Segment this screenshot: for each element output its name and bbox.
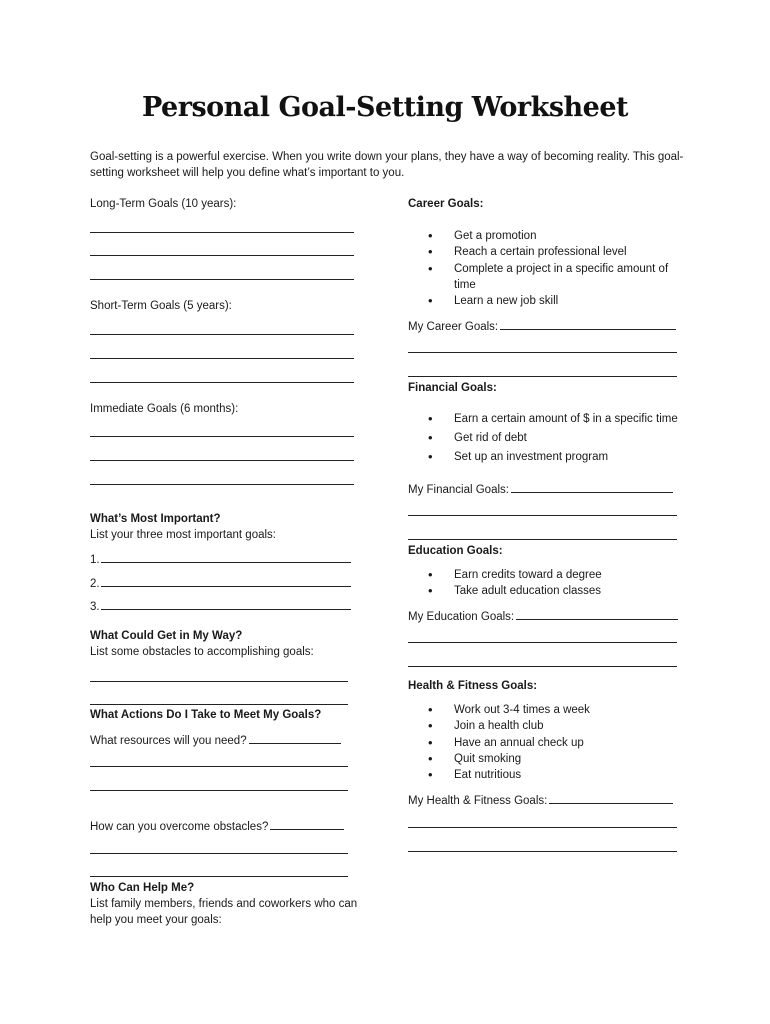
list-item: • Have an annual check up xyxy=(408,735,698,751)
obstacles-line-2[interactable] xyxy=(90,704,348,705)
important-goal-2[interactable] xyxy=(90,574,351,592)
overcome-line-2[interactable] xyxy=(90,876,348,877)
list-item: • Reach a certain professional level xyxy=(408,244,698,260)
my-career-goals-blank[interactable] xyxy=(500,317,676,330)
education-line-1[interactable] xyxy=(408,642,677,643)
financial-line-2[interactable] xyxy=(408,539,677,540)
financial-goals-heading: Financial Goals: xyxy=(408,382,497,394)
health-line-2[interactable] xyxy=(408,851,677,852)
health-line-1[interactable] xyxy=(408,827,677,828)
list-item: • Quit smoking xyxy=(408,751,698,767)
list-item: • Take adult education classes xyxy=(408,583,698,599)
education-line-2[interactable] xyxy=(408,666,677,667)
immediate-goals-label: Immediate Goals (6 months): xyxy=(90,403,239,415)
important-goal-1[interactable] xyxy=(90,550,351,568)
obstacles-subtext: List some obstacles to accomplishing goals: xyxy=(90,646,314,658)
overcome-blank[interactable] xyxy=(270,817,344,830)
long-term-goals-line-1[interactable] xyxy=(90,232,354,233)
immediate-goals-line-1[interactable] xyxy=(90,436,354,437)
career-goals-heading: Career Goals: xyxy=(408,198,484,210)
obstacles-heading: What Could Get in My Way? xyxy=(90,630,243,642)
list-item: • Get a promotion xyxy=(408,228,698,244)
help-subtext-line-2: help you meet your goals: xyxy=(90,914,222,926)
my-financial-goals-label: My Financial Goals: xyxy=(408,484,509,496)
list-item: • Earn a certain amount of $ in a specific time xyxy=(408,411,708,427)
list-item: • Eat nutritious xyxy=(408,767,698,783)
resources-blank[interactable] xyxy=(249,731,341,744)
financial-goals-list xyxy=(408,411,708,465)
resources-question-label: What resources will you need? xyxy=(90,735,247,747)
long-term-goals-line-3[interactable] xyxy=(90,279,354,280)
most-important-subtext: List your three most important goals: xyxy=(90,529,276,541)
goal-number-3: 3. xyxy=(90,601,100,613)
career-line-1[interactable] xyxy=(408,352,677,353)
intro-paragraph: Goal-setting is a powerful exercise. When you write down your plans, they have a way of becoming reality. This goal-setting worksheet will help you define what’s important to you. xyxy=(90,151,684,179)
list-item: • Join a health club xyxy=(408,718,698,734)
help-heading: Who Can Help Me? xyxy=(90,882,195,894)
important-goal-3-line[interactable] xyxy=(101,597,351,610)
immediate-goals-line-2[interactable] xyxy=(90,460,354,461)
health-goals-heading: Health & Fitness Goals: xyxy=(408,680,538,692)
my-health-goals-label: My Health & Fitness Goals: xyxy=(408,795,548,807)
my-career-goals[interactable] xyxy=(408,317,676,335)
list-item: • Set up an investment program xyxy=(408,449,708,465)
resources-line-1[interactable] xyxy=(90,766,348,767)
my-health-goals-blank[interactable] xyxy=(549,791,673,804)
long-term-goals-label: Long-Term Goals (10 years): xyxy=(90,198,237,210)
goal-number-1: 1. xyxy=(90,554,100,566)
most-important-heading: What’s Most Important? xyxy=(90,513,221,525)
career-goals-list xyxy=(408,228,698,277)
short-term-goals-line-1[interactable] xyxy=(90,334,354,335)
short-term-goals-line-2[interactable] xyxy=(90,358,354,359)
goal-number-2: 2. xyxy=(90,578,100,590)
page-title: Personal Goal-Setting Worksheet xyxy=(141,92,628,123)
education-goals-heading: Education Goals: xyxy=(408,545,503,557)
short-term-goals-label: Short-Term Goals (5 years): xyxy=(90,300,232,312)
list-item: • Learn a new job skill xyxy=(408,293,698,309)
help-subtext-line-1: List family members, friends and coworkers who can xyxy=(90,898,358,910)
list-item: • Get rid of debt xyxy=(408,430,708,446)
important-goal-1-line[interactable] xyxy=(101,550,351,563)
important-goal-2-line[interactable] xyxy=(101,574,351,587)
my-education-goals-blank[interactable] xyxy=(516,607,678,620)
career-bullet-continuation: time xyxy=(454,279,476,291)
my-career-goals-label: My Career Goals: xyxy=(408,321,499,333)
overcome-question-label: How can you overcome obstacles? xyxy=(90,821,269,833)
my-financial-goals-blank[interactable] xyxy=(511,480,673,493)
immediate-goals-line-3[interactable] xyxy=(90,484,354,485)
actions-heading: What Actions Do I Take to Meet My Goals? xyxy=(90,709,322,721)
obstacles-line-1[interactable] xyxy=(90,681,348,682)
my-education-goals-label: My Education Goals: xyxy=(408,611,515,623)
financial-line-1[interactable] xyxy=(408,515,677,516)
my-health-goals[interactable] xyxy=(408,791,673,809)
list-item: • Complete a project in a specific amount of xyxy=(408,261,698,277)
my-education-goals[interactable] xyxy=(408,607,678,625)
list-item: • Work out 3-4 times a week xyxy=(408,702,698,718)
career-goals-list-2 xyxy=(408,293,698,309)
education-goals-list xyxy=(408,567,698,600)
overcome-question[interactable] xyxy=(90,817,344,835)
long-term-goals-line-2[interactable] xyxy=(90,255,354,256)
career-line-2[interactable] xyxy=(408,376,677,377)
list-item: • Earn credits toward a degree xyxy=(408,567,698,583)
resources-question[interactable] xyxy=(90,731,341,749)
short-term-goals-line-3[interactable] xyxy=(90,382,354,383)
my-financial-goals[interactable] xyxy=(408,480,673,498)
overcome-line-1[interactable] xyxy=(90,853,348,854)
health-goals-list xyxy=(408,702,698,783)
important-goal-3[interactable] xyxy=(90,597,351,615)
resources-line-2[interactable] xyxy=(90,790,348,791)
